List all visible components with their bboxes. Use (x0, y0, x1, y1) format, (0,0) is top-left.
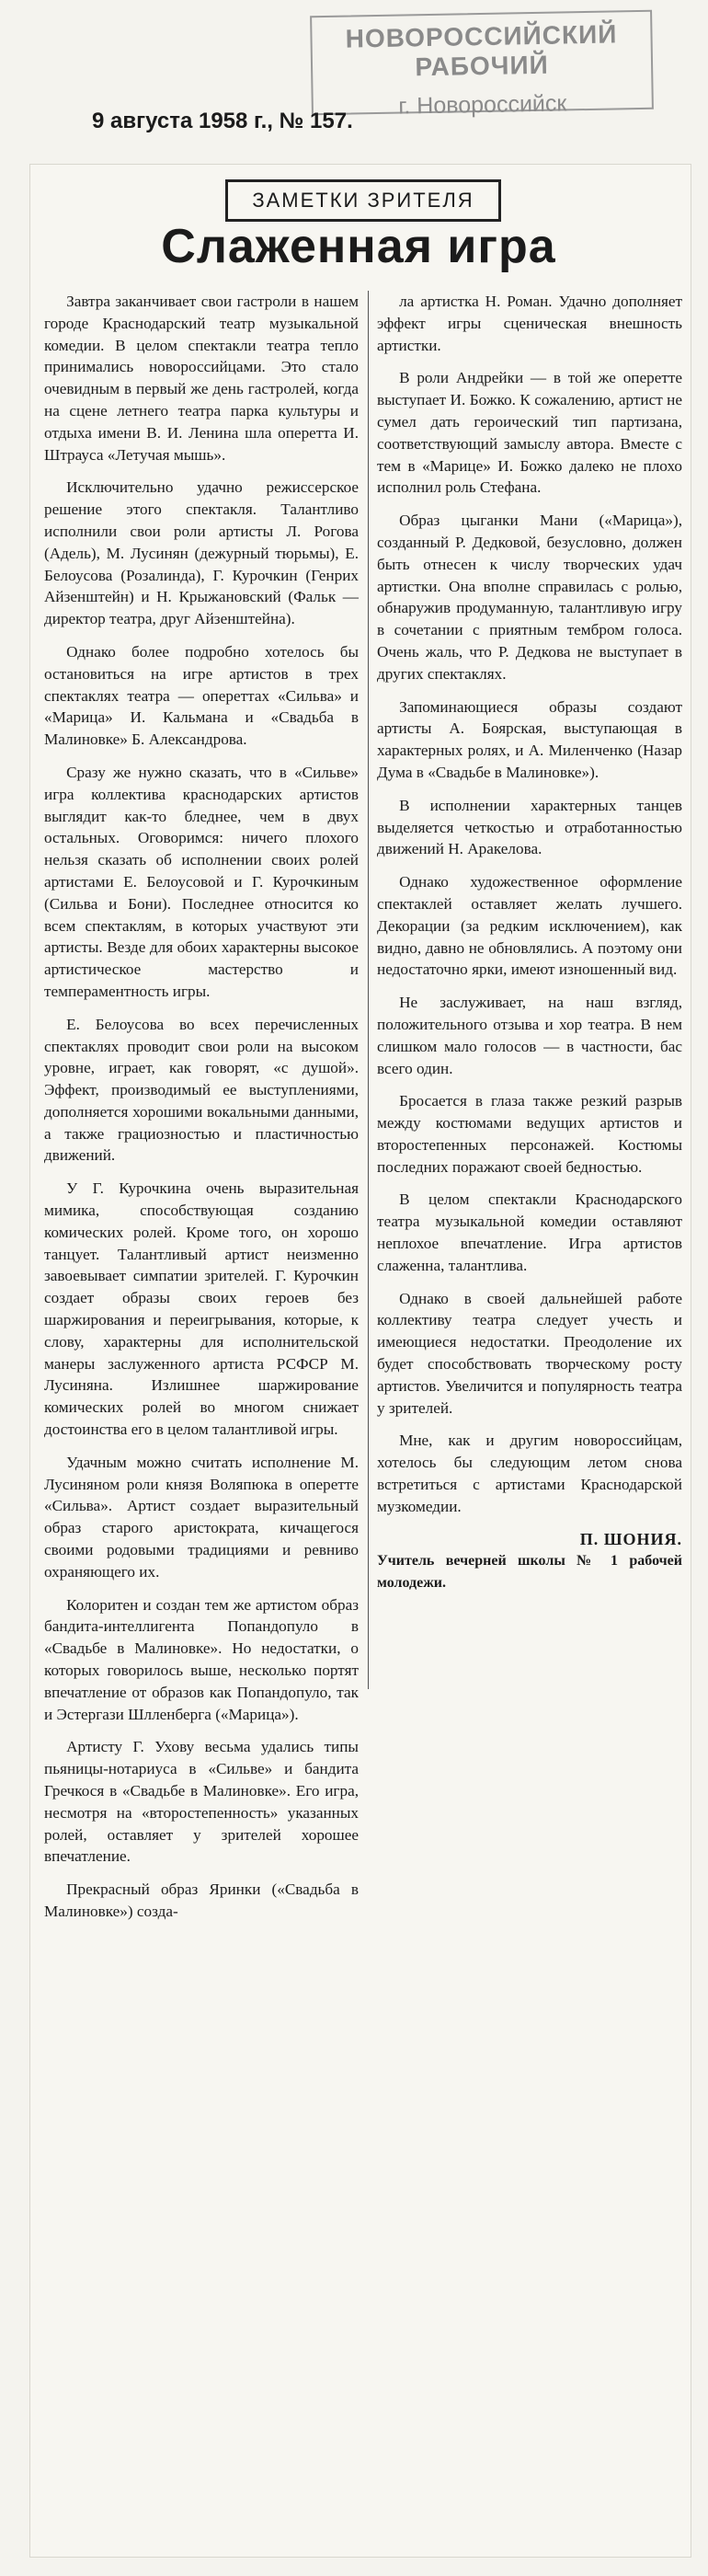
paragraph: Запоминающиеся образы создают артисты А. Боярская, выступающая в характерных ролях, и А. Миленченко (Назар Дума в «Свадьбе в Малиновке»). (377, 697, 682, 781)
newspaper-city: г. Новороссийск (398, 90, 567, 120)
paragraph: Однако в своей дальнейшей работе коллективу театра следует учесть и имеющиеся недостатки. Преодоление их будет способствовать творческому росту артистов. Увеличится и популярность театра у зрителей. (377, 1289, 682, 1417)
paragraph: Мне, как и другим новороссийцам, хотелось бы следующим летом снова встретиться с артистами Краснодарской музкомедии. (377, 1432, 682, 1515)
paragraph: ла артистка Н. Роман. Удачно дополняет эффект игры сценическая внешность артистки. (377, 293, 682, 354)
rubric-label: ЗАМЕТКИ ЗРИТЕЛЯ (252, 189, 474, 212)
paragraph: Колоритен и создан тем же артистом образ бандита-интеллигента Попандопуло в «Свадьбе в Малиновке». Но недостатки, о которых говорилось выше, несколько портят впечатление от образов как Попандопуло, так и Эстергази Шлленберга («Марица»). (44, 1595, 359, 1723)
paragraph: Прекрасный образ Яринки («Свадьба в Малиновке») созда- (44, 1880, 359, 1920)
paragraph: Удачным можно считать исполнение М. Лусиняном роли князя Воляпюка в оперетте «Сильва». Артист создает выразительный образ старого аристократа, кичащегося своими родовыми традициями и ревниво охраняющего их. (44, 1453, 359, 1581)
paragraph: Исключительно удачно режиссерское решение этого спектакля. Талантливо исполнили свои роли артисты Л. Рогова (Адель), М. Лусинян (дежурный тюрьмы), Е. Белоусова (Розалинда), Г. Курочкин (Генрих Айзенштейн) и Н. Крыжановский (Фальк — директор театра, друг Айзенштейна). (44, 478, 359, 628)
paragraph: В исполнении характерных танцев выделяется четкостью и отработанностью движений Н. Аракелова. (377, 796, 682, 858)
paragraph: Образ цыганки Мани («Марица»), созданный Р. Дедковой, безусловно, должен быть отнесен к числу творческих удач артистки. Она вполне справилась с ролью, обнаружив продуманную, талантливую игру в сочетании с приятным тембром голоса. Очень жаль, что Р. Дедкова не выступает в других спектаклях. (377, 512, 682, 683)
author-signature: П. ШОНИЯ. (579, 1529, 682, 1548)
paragraph: Бросается в глаза также резкий разрыв между костюмами ведущих артистов и второстепенных персонажей. Костюмы последних поражают своей бедностью. (377, 1092, 682, 1176)
paragraph: У Г. Курочкина очень выразительная мимика, способствующая созданию комических ролей. Кроме того, он хорошо танцует. Талантливый артист неизменно завоевывает симпатии зрителей. Г. Курочкин создает образы своих героев без шаржирования и переигрывания, которые, к слову, характерны для исполнительской манеры заслуженного артиста РСФСР М. Лусиняна. Излишнее шаржирование комических ролей во многом снижает достоинства его в целом талантливой игры. (44, 1179, 359, 1439)
paragraph: Однако более подробно хотелось бы остановиться на игре артистов в трех спектаклях театра — опереттах «Сильва» и «Марица» И. Кальмана и «Свадьба в Малиновке» Б. Александрова. (44, 642, 359, 749)
paragraph: Однако художественное оформление спектаклей оставляет желать лучшего. Декорации (за редким исключением), как видно, давно не обновлялись. А поэтому они недостаточно ярки, имеют изношенный вид. (377, 873, 682, 979)
newspaper-stamp (310, 10, 654, 120)
article-title: Слаженная игра (161, 220, 556, 273)
newspaper-name: НОВОРОССИЙСКИЙ РАБОЧИЙ (345, 19, 618, 82)
paragraph: Сразу же нужно сказать, что в «Сильве» игра коллектива краснодарских артистов выглядит как-то бледнее, чем в двух остальных. Оговоримся: ничего плохого нельзя сказать об исполнении своих ролей артистами Е. Белоусовой и Г. Курочкиным (Сильва и Бони). Последнее относится ко всем спектаклям, в которых участвуют эти артисты. Везде для обоих характерны высокое артистическое мастерство и темпераментность игры. (44, 763, 359, 1000)
paragraph: Артисту Г. Ухову весьма удались типы пьяницы-нотариуса в «Сильве» и бандита Гречкося в «Свадьбе в Малиновке». Его игра, несмотря на «второстепенность» указанных ролей, оставляет у зрителей хорошее впечатление. (44, 1738, 359, 1866)
issue-dateline: 9 августа 1958 г., № 157. (92, 109, 353, 133)
paragraph: Завтра заканчивает свои гастроли в нашем городе Краснодарский театр музыкальной комедии. В целом спектакли театра тепло принимались новороссийцами. Это стало очевидным в первый же день гастролей, когда на сцене летнего театра парка культуры и отдыха имени В. И. Ленина шла оперетта И. Штрауса «Летучая мышь». (44, 293, 359, 464)
left-column (44, 291, 359, 1934)
paragraph: В роли Андрейки — в той же оперетте выступает И. Божко. К сожалению, артист не сумел дать героический тип партизана, соответствующий замыслу автора. Вместе с тем в «Марице» И. Божко далеко не плохо исполнил роль Стефана. (377, 369, 682, 497)
paragraph: Не заслуживает, на наш взгляд, положительного отзыва и хор театра. В нем слишком мало голосов — в частности, бас всего один. (377, 994, 682, 1077)
paragraph: Е. Белоусова во всех перечисленных спектаклях проводит свои роли на высоком уровне, играет, как говорят, «с душой». Эффект, производимый ее выступлениями, дополняется хорошими вокальными данными, а также грациозностью и пластичностью движений. (44, 1015, 359, 1165)
paragraph: В целом спектакли Краснодарского театра музыкальной комедии оставляют неплохое впечатление. Игра артистов слаженна, талантлива. (377, 1190, 682, 1274)
rubric-box (225, 179, 501, 222)
author-role: Учитель вечерней школы № 1 рабочей молодежи. (377, 1553, 682, 1592)
column-divider (368, 291, 369, 1689)
right-column (377, 291, 682, 1605)
